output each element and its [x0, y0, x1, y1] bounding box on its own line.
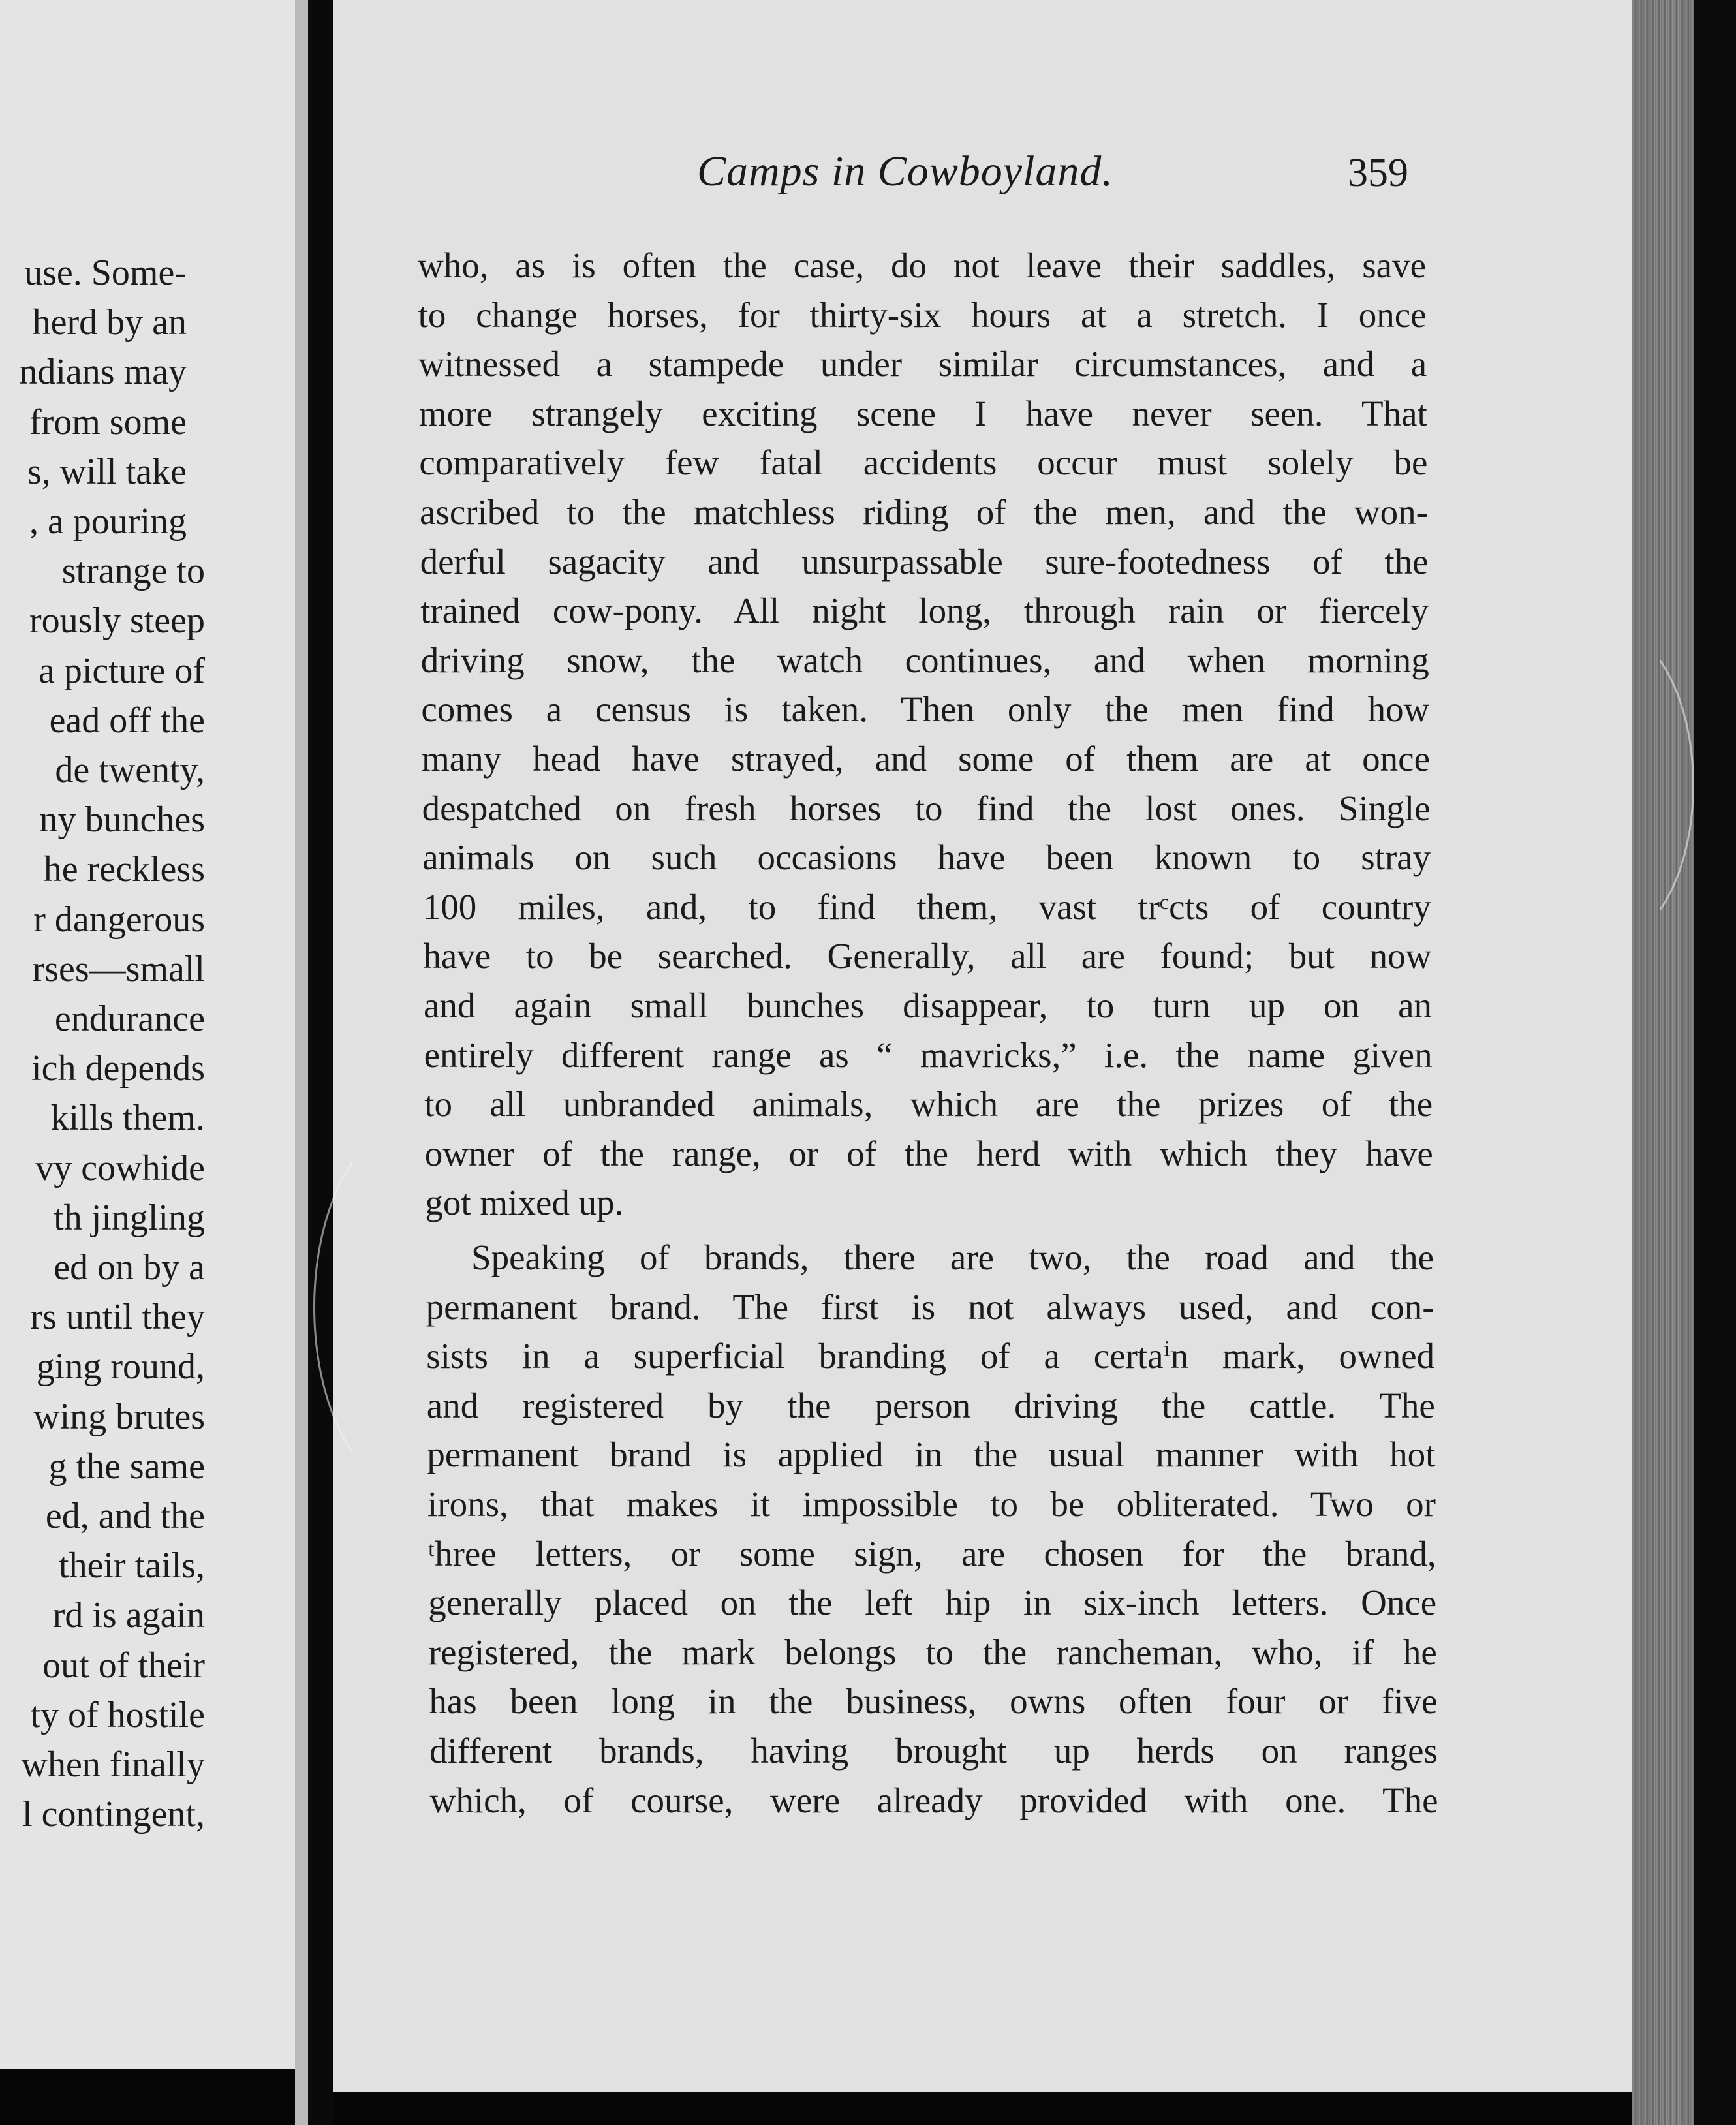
- left-page-line: herd by an: [32, 302, 187, 343]
- left-page-line: rd is again: [52, 1595, 205, 1636]
- body-line: 100 miles, and, to find them, vast trᶜcts of country: [422, 886, 1431, 927]
- body-line: have to be searched. Generally, all are found; but now: [423, 936, 1432, 976]
- left-page-line: r dangerous: [33, 899, 205, 940]
- left-page-line: their tails,: [59, 1545, 205, 1587]
- left-page-line: he reckless: [43, 849, 205, 890]
- left-page-line: rses—small: [32, 948, 205, 989]
- body-line: and again small bunches disappear, to turn up on an: [424, 985, 1432, 1025]
- body-line: many head have strayed, and some of them are at once: [422, 739, 1430, 779]
- left-page-line: a picture of: [39, 650, 205, 691]
- left-page-line: ndians may: [19, 352, 187, 393]
- left-page-line: de twenty,: [55, 750, 205, 790]
- body-line: trained cow-pony. All night long, through rain or fiercely: [420, 591, 1429, 631]
- left-page-line: wing brutes: [33, 1396, 205, 1437]
- body-line: which, of course, were already provided with one. The: [429, 1780, 1438, 1820]
- body-line: generally placed on the left hip in six-inch letters. Once: [428, 1583, 1437, 1623]
- left-page-line: th jingling: [54, 1197, 205, 1238]
- book-cover-edge: [1694, 0, 1736, 2125]
- left-page-line: ty of hostile: [30, 1694, 205, 1735]
- body-line: permanent brand. The first is not always used, and con-: [426, 1286, 1434, 1327]
- body-line: witnessed a stampede under similar circumstances, and a: [418, 344, 1427, 384]
- book-spine: [308, 0, 333, 2125]
- left-page-line: ead off the: [49, 700, 205, 741]
- left-page-line: ny bunches: [39, 799, 205, 841]
- left-page-line: endurance: [54, 999, 205, 1039]
- scan-scratch: [1521, 627, 1694, 944]
- body-line: registered, the mark belongs to the rancheman, who, if he: [428, 1632, 1437, 1672]
- scan-scratch: [313, 1123, 513, 1492]
- left-page-line: use. Some-: [24, 253, 187, 293]
- left-page-line: ed, and the: [45, 1496, 205, 1536]
- left-page-line: when finally: [21, 1745, 205, 1785]
- body-line: has been long in the business, owns often four or five: [429, 1681, 1438, 1722]
- body-line: comes a census is taken. Then only the men find how: [421, 689, 1430, 730]
- body-line: and registered by the person driving the cattle. The: [426, 1385, 1435, 1425]
- body-line: got mixed up.: [425, 1183, 624, 1223]
- left-page-line: rously steep: [29, 600, 205, 642]
- left-page-line: ging round,: [36, 1346, 205, 1388]
- left-page-line: out of their: [42, 1645, 205, 1686]
- body-line: ᵗhree letters, or some sign, are chosen for the brand,: [427, 1533, 1436, 1574]
- left-page-line: s, will take: [27, 451, 187, 492]
- body-line: to all unbranded animals, which are the prizes of the: [424, 1084, 1433, 1125]
- body-line: irons, that makes it impossible to be obliterated. Two or: [427, 1484, 1436, 1524]
- body-line: sists in a superficial branding of a certaⁱn mark, owned: [426, 1336, 1435, 1376]
- left-page-line: , a pouring: [29, 501, 187, 542]
- body-line: animals on such occasions have been known to stray: [422, 837, 1431, 878]
- body-line: driving snow, the watch continues, and when morning: [420, 640, 1429, 680]
- left-page-line: ich depends: [31, 1048, 205, 1089]
- page-number: 359: [1348, 151, 1408, 195]
- left-page-line: g the same: [48, 1446, 205, 1487]
- body-line: comparatively few fatal accidents occur must solely be: [419, 442, 1428, 483]
- left-page-gutter: [295, 0, 308, 2125]
- body-line: despatched on fresh horses to find the lost ones. Single: [422, 788, 1431, 828]
- left-page-line: strange to: [61, 551, 205, 592]
- left-facing-page: [0, 0, 295, 2069]
- body-line: different brands, having brought up herds on ranges: [429, 1731, 1438, 1771]
- body-line: derful sagacity and unsurpassable sure-footedness of the: [420, 541, 1429, 582]
- left-page-line: ed on by a: [54, 1247, 205, 1288]
- body-line: to change horses, for thirty-six hours at a stretch. I once: [418, 294, 1427, 335]
- left-page-line: rs until they: [30, 1297, 205, 1338]
- left-page-line: kills them.: [50, 1098, 205, 1139]
- body-line: owner of the range, or of the herd with which they have: [424, 1133, 1433, 1173]
- left-page-line: vy cowhide: [35, 1147, 205, 1188]
- body-line: who, as is often the case, do not leave their saddles, save: [418, 245, 1426, 285]
- body-line: ascribed to the matchless riding of the men, and the won-: [420, 492, 1428, 532]
- left-page-line: l contingent,: [22, 1794, 205, 1835]
- left-page-line: from some: [29, 401, 187, 442]
- running-head: Camps in Cowboyland.: [697, 147, 1113, 195]
- body-line: Speaking of brands, there are two, the road and the: [471, 1237, 1434, 1277]
- body-line: permanent brand is applied in the usual manner with hot: [427, 1435, 1436, 1475]
- body-line: more strangely exciting scene I have never seen. That: [418, 393, 1427, 433]
- page-edges: [1632, 0, 1694, 2125]
- body-line: entirely different range as “ mavricks,” i.e. the name given: [424, 1034, 1433, 1075]
